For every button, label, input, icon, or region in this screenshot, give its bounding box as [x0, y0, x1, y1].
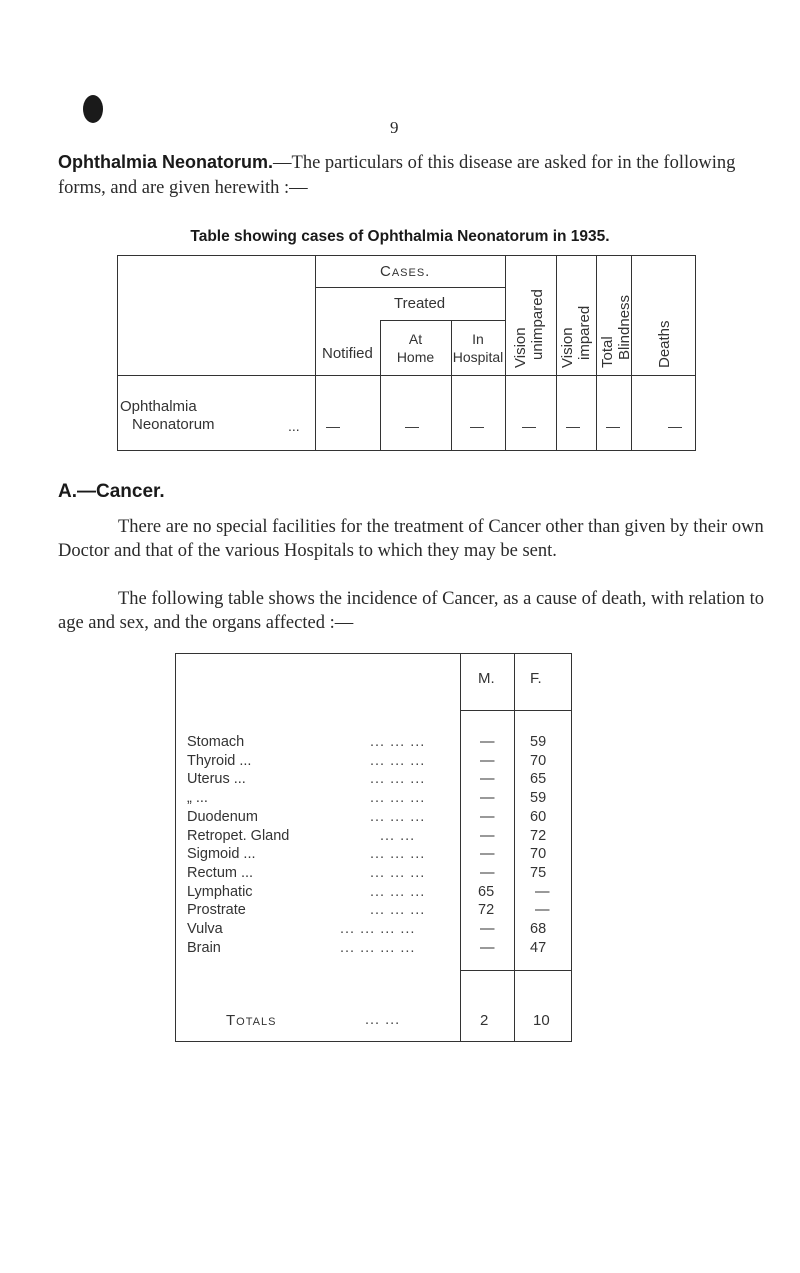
organ-label: „ ...: [187, 790, 208, 806]
cell-at-home: —: [405, 418, 419, 434]
table1-top-rule: [117, 255, 695, 256]
table1-bottom-rule: [117, 450, 695, 451]
cell-m: 65: [478, 884, 495, 900]
organ-label: Brain: [187, 940, 221, 956]
header-cases: Cases.: [380, 263, 431, 280]
cell-m: —: [480, 921, 495, 937]
cell-f: 65: [530, 771, 547, 787]
intro-heading: Ophthalmia Neonatorum.: [58, 152, 274, 172]
cell-m: —: [480, 828, 495, 844]
table1-header-rule: [117, 375, 695, 376]
header-in-hospital: In Hospital: [452, 331, 504, 365]
organ-label: Sigmoid ...: [187, 846, 256, 862]
row-dots: ... ... ... ...: [340, 921, 416, 937]
cell-m: —: [480, 771, 495, 787]
totals-dots: ... ...: [365, 1012, 401, 1028]
row-dots: ... ... ... ...: [340, 940, 416, 956]
header-notified: Notified: [322, 345, 373, 362]
cell-m: —: [480, 753, 495, 769]
cell-m: —: [480, 734, 495, 750]
cell-m: —: [480, 790, 495, 806]
organ-label: Rectum ...: [187, 865, 254, 881]
row-dots: ... ... ...: [370, 809, 426, 825]
row-dots: ... ...: [380, 828, 416, 844]
cancer-paragraph-1: There are no special facilities for the treatment of Cancer other than given by their own Doctor and that of the various Hospitals to which they may be sent.: [58, 517, 764, 561]
cell-m: —: [480, 940, 495, 956]
header-m: M.: [478, 670, 495, 687]
organ-label: Duodenum: [187, 809, 258, 825]
organ-label: Lymphatic: [187, 884, 253, 900]
cell-m: —: [480, 846, 495, 862]
header-f: F.: [530, 670, 542, 687]
row-dots: ... ... ...: [370, 902, 426, 918]
cell-f: 70: [530, 753, 547, 769]
cell-f: 60: [530, 809, 547, 825]
row-dots: ... ... ...: [370, 865, 426, 881]
cell-f: 75: [530, 865, 547, 881]
row-label-line1: Ophthalmia: [120, 398, 197, 415]
cell-f: 59: [530, 790, 547, 806]
page-number: 9: [390, 118, 399, 137]
row-dots: ... ... ...: [370, 790, 426, 806]
header-treated: Treated: [394, 295, 446, 312]
header-vision-unimpaired: Vision unimpared: [512, 289, 546, 368]
row-dots: ...: [288, 418, 300, 434]
cancer-heading: A.—Cancer.: [58, 481, 165, 502]
organ-label: Stomach: [187, 734, 245, 750]
intro-text: —The particulars of this disease are asked for in the following forms, and are given herewith :—: [58, 153, 736, 198]
cell-f: 59: [530, 734, 547, 750]
organ-label: Retropet. Gland: [187, 828, 290, 844]
cell-f: 47: [530, 940, 547, 956]
cell-f: —: [535, 902, 550, 918]
cell-f: 70: [530, 846, 547, 862]
header-at-home: At Home: [396, 331, 435, 365]
cell-m: —: [480, 865, 495, 881]
cell-m: —: [480, 809, 495, 825]
table1-cases-rule: [315, 287, 505, 288]
row-dots: ... ... ...: [370, 734, 426, 750]
row-dots: ... ... ...: [370, 884, 426, 900]
row-dots: ... ... ...: [370, 753, 426, 769]
totals-m: 2: [480, 1012, 489, 1029]
totals-f: 10: [533, 1012, 550, 1029]
intro-paragraph: [58, 150, 778, 201]
organ-label: Prostrate: [187, 902, 246, 918]
cell-in-hospital: —: [470, 418, 484, 434]
cell-f: —: [535, 884, 550, 900]
cell-m: 72: [478, 902, 495, 918]
cell-total-blindness: —: [606, 418, 620, 434]
totals-label: Totals: [226, 1012, 277, 1029]
organ-label: Uterus ...: [187, 771, 246, 787]
row-dots: ... ... ...: [370, 846, 426, 862]
table1-caption: Table showing cases of Ophthalmia Neonatorum in 1935.: [190, 228, 610, 245]
cancer-paragraph-2: The following table shows the incidence of Cancer, as a cause of death, with relation to age and sex, and the organs affected :—: [58, 589, 765, 633]
cell-vision-impaired: —: [566, 418, 580, 434]
header-deaths: Deaths: [656, 320, 673, 368]
cell-f: 68: [530, 921, 547, 937]
row-dots: ... ... ...: [370, 771, 426, 787]
cell-vision-unimpaired: —: [522, 418, 536, 434]
cell-notified: —: [326, 418, 340, 434]
row-label-line2: Neonatorum: [132, 416, 215, 433]
organ-label: Vulva: [187, 921, 223, 937]
cell-deaths: —: [668, 418, 682, 434]
header-vision-impaired: Vision impared: [559, 305, 593, 368]
hole-punch-mark: [83, 95, 103, 123]
table1-treated-rule: [380, 320, 505, 321]
cell-f: 72: [530, 828, 547, 844]
header-total-blindness: Total Blindness: [599, 294, 633, 368]
organ-label: Thyroid ...: [187, 753, 252, 769]
